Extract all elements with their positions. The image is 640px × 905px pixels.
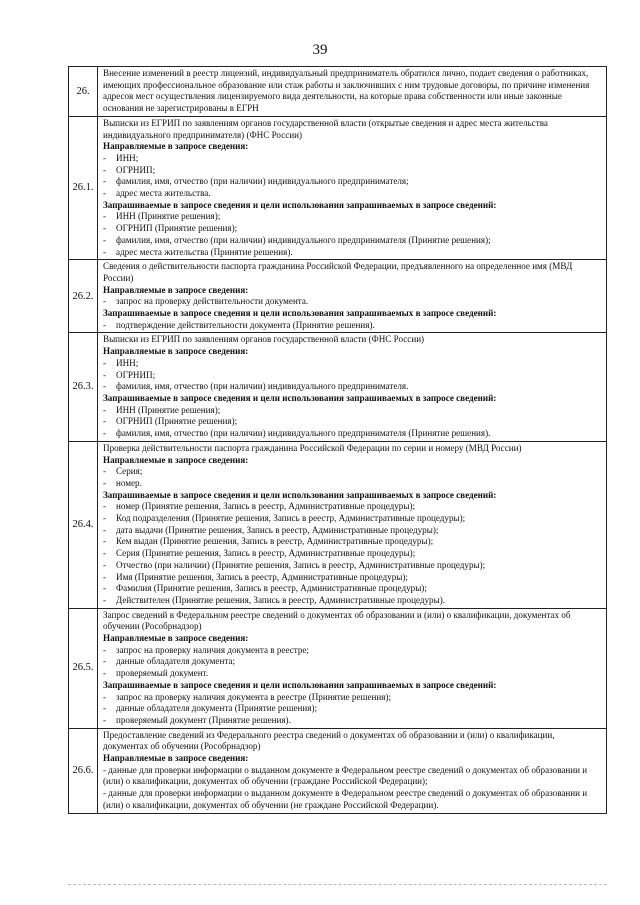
requested-field-item: - Действителен (Принятие решения, Запись в реестр, Административные процедуры). [103, 595, 602, 607]
row-content [98, 441, 607, 608]
sent-fields-heading: Направляемые в запросе сведения: [103, 633, 249, 644]
sent-field-item: - ОГРНИП; [103, 165, 602, 177]
requested-fields-heading: Запрашиваемые в запросе сведения и цели использования запрашиваемых в запросе сведений: [103, 308, 497, 319]
table-row [69, 67, 607, 117]
sent-field-item-list [103, 645, 602, 680]
requested-fields-heading: Запрашиваемые в запросе сведения и цели использования запрашиваемых в запросе сведений: [103, 199, 497, 210]
row-number: 26.3. [69, 333, 98, 441]
requested-field-item: - данные обладателя документа (Принятие решения); [103, 703, 602, 715]
requested-field-item-list [103, 692, 602, 727]
requested-field-item: - адрес места жительства (Принятие решения). [103, 247, 602, 259]
row-title: Сведения о действительности паспорта гражданина Российской Федерации, предъявленного на определенное имя (МВД России) [103, 261, 573, 283]
services-table [68, 66, 607, 814]
row-title: Выписки из ЕГРИП по заявлениям органов государственной власти (ФНС России) [103, 334, 425, 345]
sent-field-item-list [103, 153, 602, 200]
requested-fields-heading: Запрашиваемые в запросе сведения и цели использования запрашиваемых в запросе сведений: [103, 392, 497, 403]
requested-field-item-list [103, 320, 602, 332]
row-content [98, 333, 607, 441]
sent-field-item: - адрес места жительства. [103, 188, 602, 200]
requested-field-item: - подтверждение действительности документа (Принятие решения). [103, 320, 602, 332]
table-row [69, 116, 607, 259]
row-title: Внесение изменений в реестр лицензий, индивидуальный предприниматель обратился лично, подает сведения о работниках, имеющих профессиональное образование или стаж работы и заключивших с ним трудовые договоры, по причине изменения адресов мест осуществления лицензируемого вида деятельности, на которые права собственности или иные законные основания не зарегистрированы в ЕГРН [103, 68, 590, 114]
row-number: 26.1. [69, 116, 98, 259]
requested-field-item: - дата выдачи (Принятие решения, Запись в реестр, Административные процедуры); [103, 525, 602, 537]
row-content [98, 116, 607, 259]
row-number: 26.6. [69, 728, 98, 813]
requested-field-item: - запрос на проверку наличия документа в реестре (Принятие решения); [103, 692, 602, 704]
sent-field-item: - проверяемый документ. [103, 668, 602, 680]
requested-field-item: - фамилия, имя, отчество (при наличии) индивидуального предпринимателя (Принятие решения); [103, 235, 602, 247]
requested-field-item: - Фамилия (Принятие решения, Запись в реестр, Административные процедуры); [103, 583, 602, 595]
sent-field-paragraph: - данные для проверки информации о выданном документе в Федеральном реестре сведений о документах об образовании и (или) о квалификации, документах об обучении (граждане Российской Федерации); [103, 764, 588, 787]
sent-fields-heading: Направляемые в запросе сведения: [103, 141, 249, 152]
requested-field-item-list [103, 211, 602, 258]
sent-fields-heading: Направляемые в запросе сведения: [103, 284, 249, 295]
requested-field-item: - ИНН (Принятие решения); [103, 211, 602, 223]
row-content [98, 608, 607, 728]
row-content [98, 728, 607, 813]
requested-field-item: - ОГРНИП (Принятие решения); [103, 223, 602, 235]
sent-fields-heading: Направляемые в запросе сведения: [103, 454, 249, 465]
row-number: 26.4. [69, 441, 98, 608]
sent-field-item-list [103, 296, 602, 308]
table-row [69, 441, 607, 608]
sent-field-item: - номер. [103, 478, 602, 490]
requested-field-item: - Отчество (при наличии) (Принятие решения, Запись в реестр, Административные процедуры); [103, 560, 602, 572]
page-number: 39 [312, 42, 328, 58]
row-number: 26.2. [69, 260, 98, 333]
requested-field-item: - проверяемый документ (Принятие решения). [103, 715, 602, 727]
sent-field-item: - ИНН; [103, 358, 602, 370]
sent-field-item: - Серия; [103, 466, 602, 478]
row-content [98, 260, 607, 333]
requested-field-item: - Серия (Принятие решения, Запись в реестр, Административные процедуры); [103, 548, 602, 560]
sent-field-item: - запрос на проверку действительности документа. [103, 296, 602, 308]
row-title: Выписки из ЕГРИП по заявлениям органов государственной власти (открытые сведения и адрес места жительства индивидуального предпринимателя) (ФНС России) [103, 117, 548, 140]
table-row [69, 728, 607, 813]
bottom-rule [68, 884, 607, 885]
table-row [69, 260, 607, 333]
sent-field-item-list [103, 466, 602, 489]
requested-field-item: - ОГРНИП (Принятие решения); [103, 416, 602, 428]
sent-field-item: - данные обладателя документа; [103, 656, 602, 668]
requested-field-item: - номер (Принятие решения, Запись в реестр, Административные процедуры); [103, 501, 602, 513]
row-title: Проверка действительности паспорта гражданина Российской Федерации по серии и номеру (МВД России) [103, 442, 522, 453]
row-number: 26. [69, 67, 98, 117]
row-title: Запрос сведений в Федеральном реестре сведений о документах об образовании и (или) о квалификации, документах об обучении (Рособрнадзор) [103, 609, 571, 632]
row-number: 26.5. [69, 608, 98, 728]
requested-field-item-list [103, 405, 602, 440]
requested-fields-heading: Запрашиваемые в запросе сведения и цели использования запрашиваемых в запросе сведений: [103, 679, 497, 690]
requested-field-item-list [103, 501, 602, 606]
table-row [69, 333, 607, 441]
table-row [69, 608, 607, 728]
requested-fields-heading: Запрашиваемые в запросе сведения и цели использования запрашиваемых в запросе сведений: [103, 489, 497, 500]
sent-field-item-list [103, 358, 602, 393]
row-title: Предоставление сведений из Федерального реестра сведений о документах об образовании и (или) о квалификации, документах об обучении (Рособрнадзор) [103, 729, 555, 752]
sent-field-item: - ОГРНИП; [103, 370, 602, 382]
requested-field-item: - Имя (Принятие решения, Запись в реестр, Административные процедуры); [103, 572, 602, 584]
sent-field-item: - фамилия, имя, отчество (при наличии) индивидуального предпринимателя; [103, 176, 602, 188]
sent-field-paragraph: - данные для проверки информации о выданном документе в Федеральном реестре сведений о документах об образовании и (или) о квалификации, документах об обучении (не граждане Российской Федерации). [103, 788, 588, 810]
sent-fields-heading: Направляемые в запросе сведения: [103, 753, 249, 764]
requested-field-item: - фамилия, имя, отчество (при наличии) индивидуального предпринимателя (Принятие решения). [103, 428, 602, 440]
requested-field-item: - Код подразделения (Принятие решения, Запись в реестр, Административные процедуры); [103, 513, 602, 525]
requested-field-item: - Кем выдан (Принятие решения, Запись в реестр, Административные процедуры); [103, 536, 602, 548]
sent-fields-heading: Направляемые в запросе сведения: [103, 346, 249, 357]
sent-field-item: - ИНН; [103, 153, 602, 165]
requested-field-item: - ИНН (Принятие решения); [103, 405, 602, 417]
sent-field-item: - фамилия, имя, отчество (при наличии) индивидуального предпринимателя. [103, 381, 602, 393]
row-content [98, 67, 607, 117]
sent-field-item: - запрос на проверку наличия документа в реестре; [103, 645, 602, 657]
